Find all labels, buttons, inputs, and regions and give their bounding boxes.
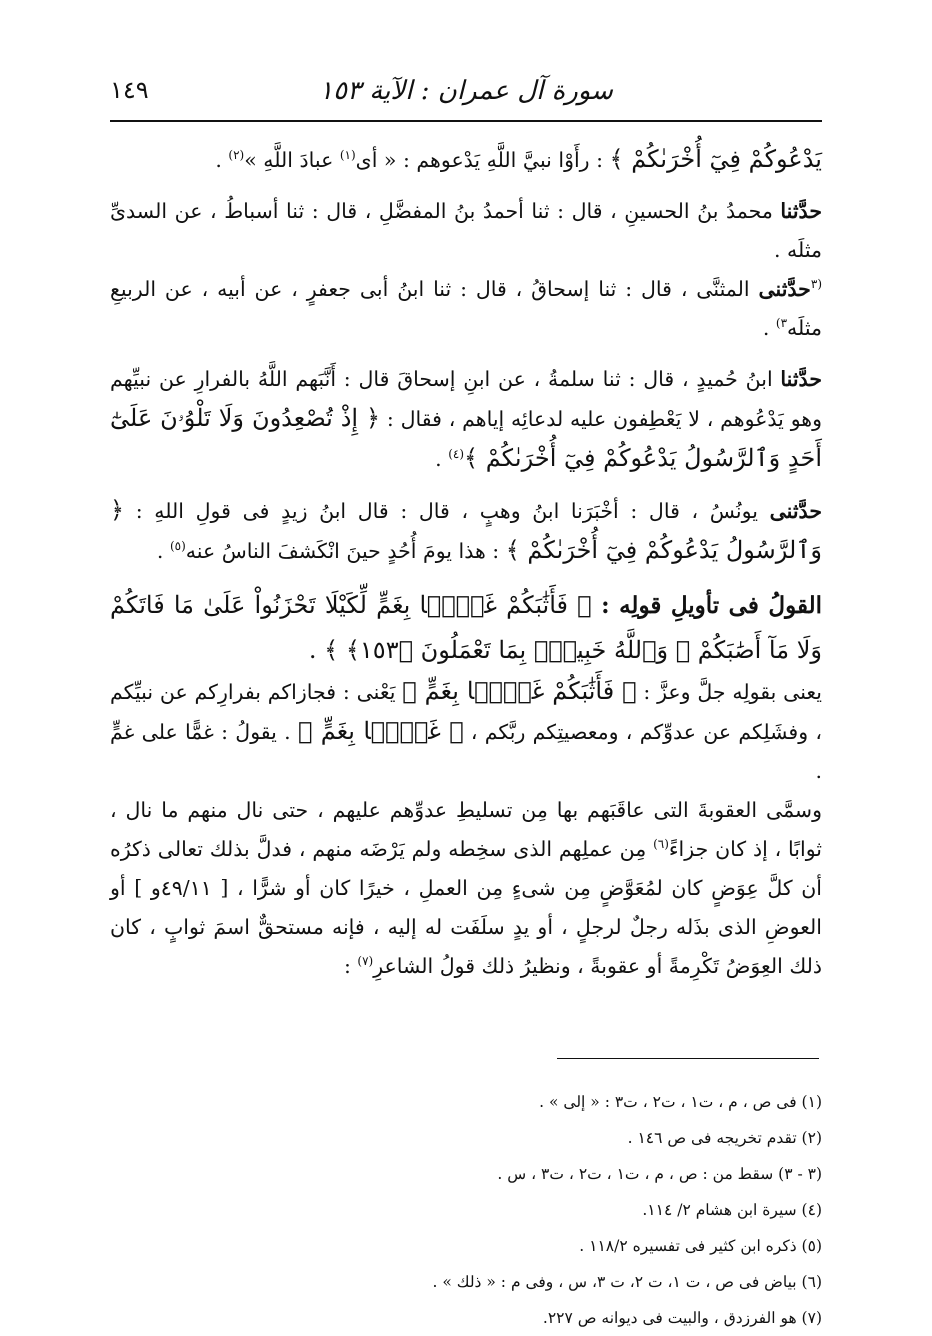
footnote-divider [557,1058,819,1059]
isnad-lead: حدَّثنى [758,277,811,301]
paragraph [110,270,822,348]
quran-verse: ﴿ غَمَّۢا بِغَمٍّ ﴾ [297,717,464,745]
footnote: (٥) ذكره ابن كثير فى تفسيره ١١٨/٢ . [579,1237,822,1255]
paragraph-end: . [762,316,776,340]
paragraph-text: يَعْنى : فجازاكم بفرارِكم عن نبيِّكم ، وفشَلِكم عن عدوِّكم ، ومعصيتِكم ربَّكم ، [110,680,823,744]
page-number: ١٤٩ [110,76,149,104]
footnote-ref: (٥) [169,539,186,554]
quran-verse: ﴿ فَأَثَٰبَكُمْ غَمَّۢا بِغَمٍّ ﴾ [402,677,637,705]
footnote: (٦) بياض فى ص ، ت ١، ت ٢، ت ٣، س ، وفى م : « ذلك » . [432,1273,822,1291]
footnote: (٣ - ٣) سقط من : ص ، م ، ت١ ، ت٢ ، ت٣ ، س . [497,1165,822,1183]
footnote-ref: ٣) [775,316,788,331]
footnote-ref: (٢) [228,148,245,163]
quran-verse: ﴿ وَٱلرَّسُولُ يَدْعُوكُمْ فِيٓ أُخْرَىٰكُمْ ﴾ [110,496,822,564]
paragraph-text: أو العوضِ الذى بذَله رجلٌ لرجلٍ ، أو يدٍ سلَفَت له إليه ، فإنه مستحقٌّ اسمَ ثوابٍ ، كان ذلك العِوَضُ تَكْرِمةً أو عقوبةً ، ونظيرُ ذلك قولُ الشاعرِ [110,876,822,978]
paragraph-end: . [308,636,325,664]
paragraph-end: : [343,954,358,978]
footnote: (٧) هو الفرزدق ، والبيت فى ديوانه ص ٢٢٧. [542,1309,822,1327]
quran-verse: يَدْعُوكُمْ فِيٓ أُخْرَىٰكُمْ ﴾ [609,145,822,173]
main-text [110,140,822,986]
paragraph-end: . [435,447,449,471]
footnote: (١) فى ص ، م ، ت١ ، ت٢ ، ت٣ : « إلى » . [539,1093,822,1111]
footnote-ref: (٤) [448,447,465,462]
paragraph-text: مِن عملِهم الذى سخِطه ولم يَرْضَه منهم ، فدلَّ بذلك تعالى ذكرُه أن كلَّ عِوَضٍ كان لمُعَوَّضٍ مِن شىءٍ مِن العملِ ، خيرًا كان أو شرًّا ، [110,837,822,900]
paragraph [110,360,822,479]
quran-verse: ﴿ فَأَثَٰبَكُمْ غَمَّۢا بِغَمٍّ لِّكَيْلَا تَحْزَنُواْ عَلَىٰ مَا فَاتَكُمْ وَلَا مَآ أَصَٰبَكُمْ ۗ وَٱللَّهُ خَبِيرٌۢ بِمَا تَعْمَلُونَ ﴿١٥٣﴾ ﴾ [110,591,822,664]
footnote: (٢) تقدم تخريجه فى ص ١٤٦ . [627,1129,822,1147]
isnad-lead: حدَّثنا [780,199,822,223]
footnotes [110,1084,822,1336]
paragraph [110,791,822,986]
paragraph-end: . [215,148,229,172]
footnote-ref: (١) [339,148,356,163]
page-header [110,62,822,122]
paragraph-text: : هذا يومَ أُحُدٍ حينَ انْكَشفَ الناسُ عنه [185,539,506,563]
heading-lead: القولُ فى تأويلِ قولِه : [591,592,822,619]
paragraph-text: : رأَوْا نبيَّ اللَّهِ يَدْعوهم : « أى [355,148,610,172]
paragraph [110,192,822,270]
paragraph-text: عبادَ اللَّهِ » [244,148,340,172]
paragraph-text: يعنى بقولِه جلَّ وعزَّ : [636,680,822,704]
running-title: سورة آل عمران : الآية ١٥٣ [319,76,613,106]
paragraph [110,672,822,791]
section-heading [110,583,822,672]
footnote-ref: (٣ [810,277,822,292]
paragraph-text: محمدُ بنُ الحسينِ ، قال : ثنا أحمدُ بنُ المفضَّلِ ، قال : ثنا أسباطُ ، عن السدىِّ مثلَه . [110,199,822,262]
paragraph [110,491,822,571]
isnad-lead: حدَّثنا [780,367,822,391]
quran-verse: ﴿ إِذْ تُصْعِدُونَ وَلَا تَلْوُۥنَ عَلَىٰٓ أَحَدٍ وَٱلرَّسُولُ يَدْعُوكُمْ فِيٓ أُخْرَىٰكُمْ ﴾ [110,404,822,472]
paragraph-text: يونُسُ ، قال : أخْبَرَنا ابنُ وهبٍ ، قال : قال ابنُ زيدٍ فى قولِ اللهِ : [124,499,770,523]
paragraph [110,140,822,180]
footnote-ref: (٧) [357,954,374,969]
paragraph-end: . [156,539,170,563]
paragraph-text: . يقولُ : غمًّا على غمٍّ . [110,720,822,783]
paragraph-text: ابنُ حُميدٍ ، قال : ثنا سلمةُ ، عن ابنِ إسحاقَ قال : أَنَّبَهم اللَّهُ بالفرارِ عن نبيِّهم وهو يَدْعُوهم ، لا يَعْطِفون عليه لدعائِه إياهم ، فقال : [110,367,822,431]
paragraph-text: وسمَّى العقوبةَ التى عاقَبَهم بها مِن تسليطِ عدوِّهم عليهم ، حتى نال منهم ما نال ، ثوابًا ، إذ كان جزاءً [110,798,822,861]
paragraph-text: المثنَّى ، قال : ثنا إسحاقُ ، قال : ثنا ابنُ أبى جعفرٍ ، عن أبيه ، عن الربيعِ مثلَه [110,277,822,340]
isnad-lead: حدَّثنى [769,499,822,523]
footnote: (٤) سيرة ابن هشام ٢/ ١١٤. [642,1201,822,1219]
footnote-ref: (٦) [653,837,669,852]
manuscript-marker: [ ٤٩/١١و ] [134,876,229,900]
